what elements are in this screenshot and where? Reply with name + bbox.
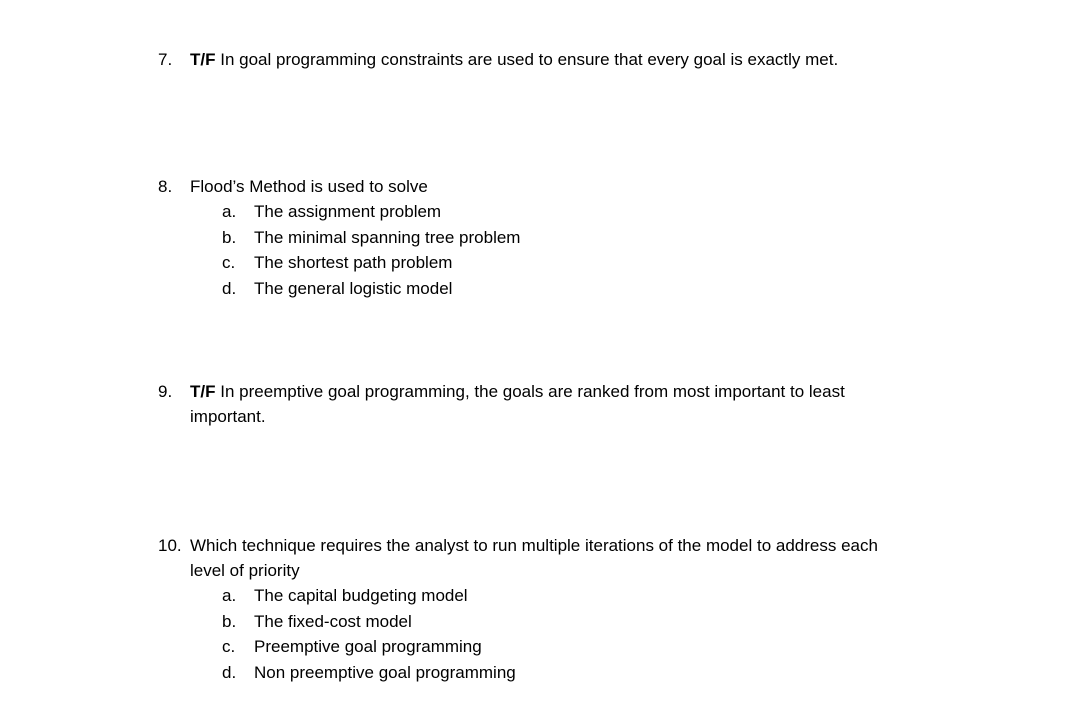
question-text <box>190 47 838 72</box>
option-a <box>158 583 958 609</box>
question-statement-continued: important. <box>190 407 266 426</box>
question-8 <box>158 174 958 301</box>
option-text: The shortest path problem <box>254 253 453 272</box>
option-c <box>158 250 958 276</box>
option-c <box>158 634 958 660</box>
option-letter: a. <box>222 202 237 221</box>
option-letter: a. <box>222 586 237 605</box>
question-statement: Which technique requires the analyst to run multiple iterations of the model to address each <box>190 536 878 555</box>
question-text <box>190 379 845 404</box>
question-10 <box>158 533 958 685</box>
option-letter: b. <box>222 227 237 247</box>
question-7 <box>158 47 958 72</box>
option-text: The capital budgeting model <box>254 586 468 605</box>
question-number: 10. <box>158 536 182 555</box>
question-statement: In preemptive goal programming, the goals are ranked from most important to least <box>215 382 845 401</box>
question-9-line <box>158 379 958 404</box>
question-number: 8. <box>158 177 173 196</box>
option-d <box>158 276 958 302</box>
question-7-line <box>158 47 958 72</box>
question-statement-continued: level of priority <box>190 561 300 580</box>
question-statement: Flood’s Method is used to solve <box>190 177 428 196</box>
option-text: Non preemptive goal programming <box>254 662 516 682</box>
true-false-marker: T/F <box>190 382 216 401</box>
option-text: The minimal spanning tree problem <box>254 227 521 247</box>
true-false-marker: T/F <box>190 50 216 69</box>
option-letter: c. <box>222 253 236 272</box>
question-number: 7. <box>158 50 173 69</box>
option-b <box>158 225 958 251</box>
question-10-line <box>158 533 958 558</box>
option-text: The fixed-cost model <box>254 611 412 631</box>
option-letter: c. <box>222 637 236 656</box>
option-list <box>158 583 958 685</box>
option-b <box>158 609 958 635</box>
option-text: The assignment problem <box>254 202 442 221</box>
option-text: Preemptive goal programming <box>254 637 482 656</box>
option-letter: d. <box>222 662 237 682</box>
option-letter: d. <box>222 278 237 298</box>
question-number: 9. <box>158 382 173 401</box>
question-statement: In goal programming constraints are used to ensure that every goal is exactly met. <box>215 50 839 69</box>
question-8-line <box>158 174 958 199</box>
question-9 <box>158 379 958 429</box>
option-list <box>158 199 958 301</box>
option-letter: b. <box>222 611 237 631</box>
option-d <box>158 660 958 686</box>
option-text: The general logistic model <box>254 278 453 298</box>
option-a <box>158 199 958 225</box>
